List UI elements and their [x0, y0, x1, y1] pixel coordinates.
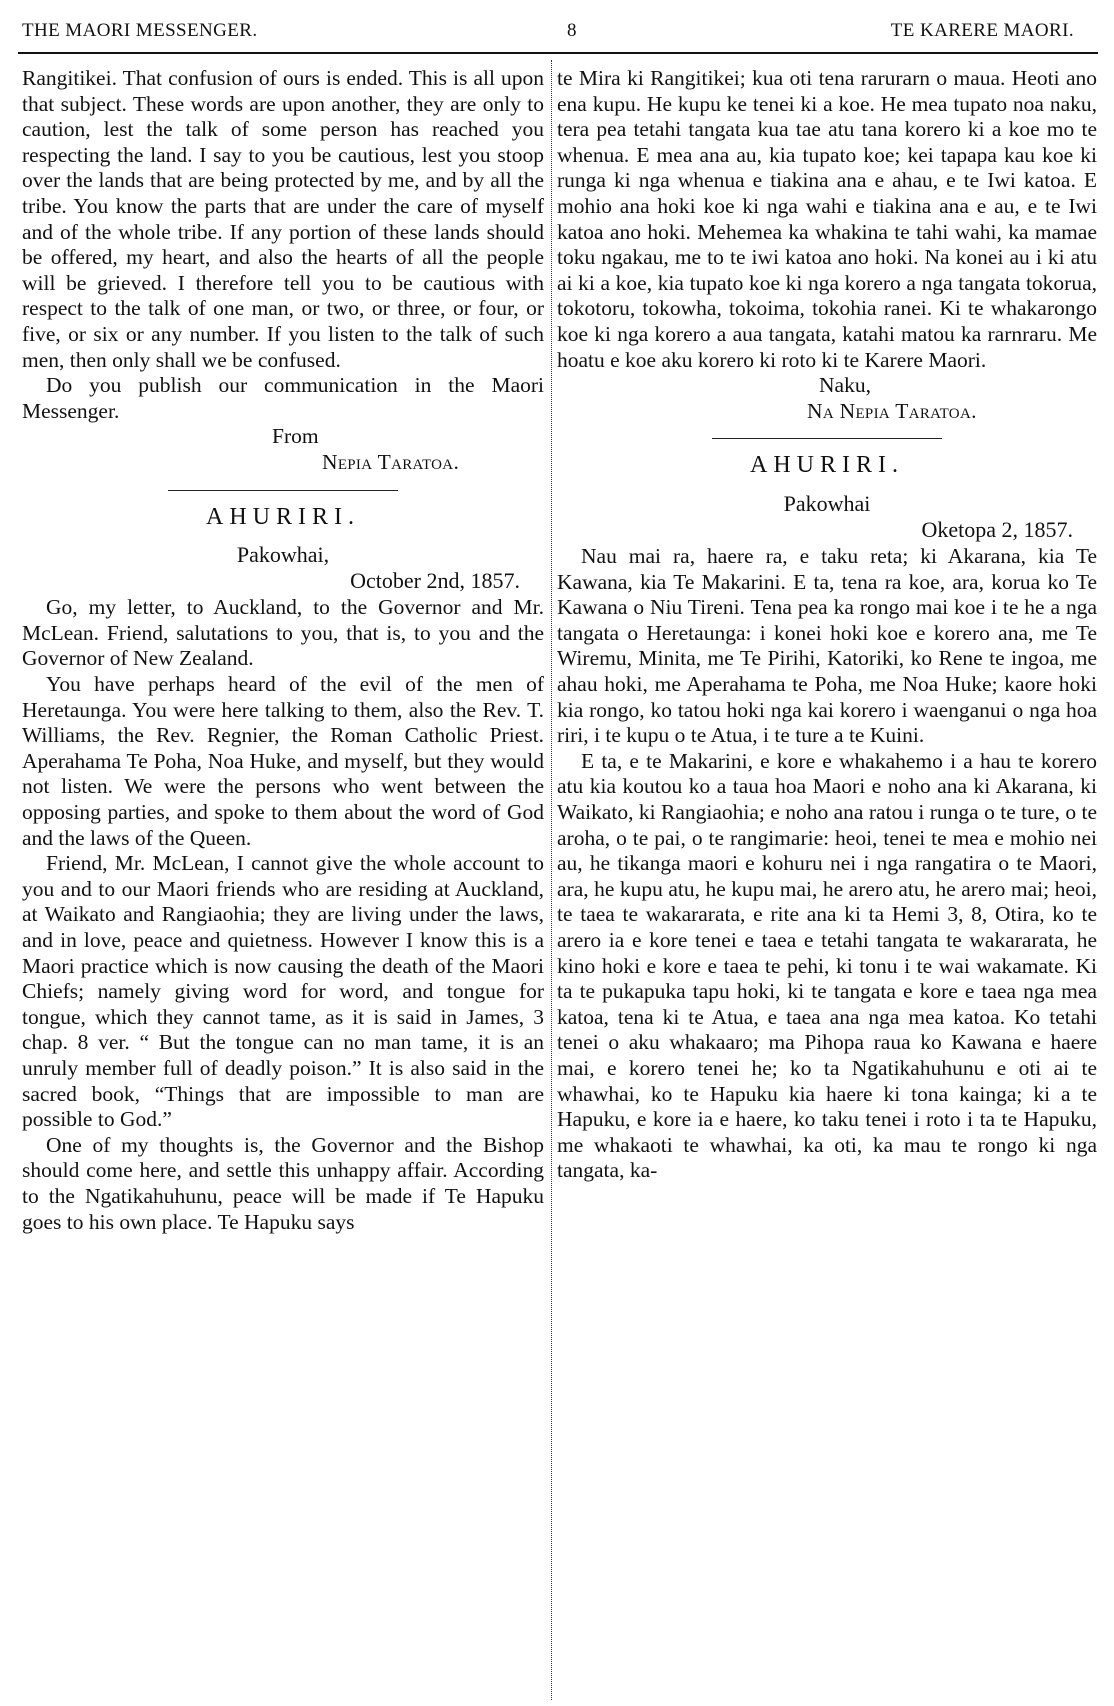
section-separator	[168, 490, 398, 491]
header-title-maori: TE KARERE MAORI.	[890, 20, 1074, 41]
maori-place: Pakowhai	[783, 490, 871, 516]
english-letter1-paragraph: Rangitikei. That confusion of ours is ended. This is all upon that subject. These words are upon another, they are only to caution, lest the talk of some person has reached you respecting the land. I say to you be cautious, lest you stoop over the lands that are being protected by me, and by all the tribe. You know the parts that are under the care of myself and of the whole tribe. If any portion of these lands should be offered, my heart, and also the hearts of all the people will be grieved. I therefore tell you to be cautious with respect to the talk of one man, or two, or three, or four, or five, or six or any number. If you listen to the talk of such men, then only shall we be confused.	[22, 66, 544, 372]
maori-letter2-paragraph: Nau mai ra, haere ra, e taku reta; ki Akarana, kia Te Kawana, kia Te Makarini. E ta, tena ra koe, ara, korua ko Te Kawana o Niu Tireni. Tena pea ka rongo mai koe i te he a nga tangata o Heretaunga: i konei hoki koe e korero ana, me Te Wiremu, Minita, me Te Pirihi, Katoriki, ko Rene te ingoa, me ahau hoki, me Aperahama te Poha, me Noa Huke; kaore hoki kia rongo, ko tatou hoki nga kai korero i waenganui o nga hoa riri, i te kupu o te Atua, i te ture a te Kuini.	[557, 544, 1097, 748]
header-title-english: THE MAORI MESSENGER.	[22, 20, 258, 41]
english-letter2-paragraph: You have perhaps heard of the evil of the men of Heretaunga. You were here talking to them, also the Rev. T. Williams, the Rev. Regnier, the Roman Catholic Priest. Aperahama Te Poha, Noa Huke, and myself, but they would not listen. We were the persons who went between the opposing parties, and spoke to them about the word of God and the laws of the Queen.	[22, 672, 544, 850]
page-number: 8	[567, 20, 577, 41]
column-divider	[551, 60, 552, 1700]
english-section-title: AHURIRI.	[206, 503, 360, 530]
english-place: Pakowhai,	[236, 542, 330, 568]
maori-letter1-paragraph: te Mira ki Rangitikei; kua oti tena rarurarn o maua. Heoti ano ena kupu. He kupu ke tenei ki a koe. He mea tupato noa naku, tera pea tetahi tangata kua tae atu tana korero ki a koe mo te whenua. E mea ana au, kia tupato koe; kei tapapa kau koe ki runga ki nga whenua e tiakina ana e ahau, e te Iwi katoa. E mohio ana hoki koe ki nga wahi e tiakina ana e au, e te Iwi katoa ano hoki. Mehemea ka whakina te tahi wahi, ka mamae toku ngakau, me to te iwi katoa ano hoki. Na konei au i ki atu ai ki a koe, kia tupato koe ki nga korero a nga tangata tokorua, tokotoru, tokowha, tokoima, tokohia ranei. Ki te whakarongo koe ki nga korero a aua tangata, katahi matou ka rarnraru. Me hoatu e koe aku korero ki roto ki te Karere Maori.	[557, 66, 1097, 372]
maori-letter1-from: Naku,	[819, 373, 871, 398]
maori-letter1-signature: Na Nepia Taratoa.	[807, 398, 977, 423]
running-header	[22, 14, 1092, 48]
english-letter2-paragraph: One of my thoughts is, the Governor and the Bishop should come here, and settle this unhappy affair. According to the Ngatikahuhunu, peace will be made if Te Hapuku goes to his own place. Te Hapuku says	[22, 1132, 544, 1234]
maori-letter2-paragraph: E ta, e te Makarini, e kore e whakahemo i a hau te korero atu kia koutou ko a taua hoa Maori e noho ana ki Akarana, ki Waikato, ki Rangiaohia; e noho ana ratou i runga o te ture, o te aroha, o te pai, o te rangimarie: heoi, tenei te mea e mohio nei au, he tikanga maori e kohuru nei i nga rangatira o te Maori, ara, he kupu atu, he kupu mai, he arero atu, he arero mai; heoi, te taea te wakararata, e rite ana ki ta Hemi 3, 8, Otira, ko te arero ia e kore tenei e taea e tetahi tangata te wakararata, he kino hoki e kore e taea te pehi, ki tonu i te wai wakamate. Ki ta te pukapuka tapu hoki, ki te tangata e kore e taea nga mea katoa, tena ki te Atua, e taea ana nga mea katoa. Ko tetahi tenei o aku whakaaro; ma Pihopa raua ko Kawana e haere mai, e korero tenei he; ko ta Ngatikahuhunu e oti ai te whawhai, ko te Hapuku kia haere ki tona kainga; ki a te Hapuku, e kore ia e haere, ko taku tenei i roto i ta te Hapuku, me whakaoti te whawhai, ka oti, ka mau te rongo ki nga tangata, ka-	[557, 748, 1097, 1183]
maori-section-title: AHURIRI.	[750, 452, 904, 479]
english-column	[22, 66, 544, 1698]
maori-date: Oketopa 2, 1857.	[921, 516, 1073, 542]
english-letter2-paragraph: Go, my letter, to Auckland, to the Governor and Mr. McLean. Friend, salutations to you, that is, to you and the Governor of New Zealand.	[22, 595, 544, 671]
header-rule	[18, 52, 1098, 54]
english-letter1-from: From	[272, 424, 319, 449]
english-letter1-signature: Nepia Taratoa.	[322, 449, 460, 474]
english-letter2-paragraph: Friend, Mr. McLean, I cannot give the whole account to you and to our Maori friends who are residing at Auckland, at Waikato and Rangiaohia; they are living under the laws, and in love, peace and quietness. However I know this is a Maori practice which is now causing the death of the Maori Chiefs; namely giving word for word, and tongue for tongue, which they cannot tame, as it is said in James, 3 chap. 8 ver. “ But the tongue can no man tame, it is an unruly member full of deadly poison.” It is also said in the sacred book, “Things that are impossible to man are possible to God.”	[22, 851, 544, 1132]
section-separator	[712, 438, 942, 439]
maori-column	[557, 66, 1097, 1698]
english-date: October 2nd, 1857.	[350, 567, 520, 593]
english-letter1-paragraph: Do you publish our communication in the Maori Messenger.	[22, 373, 544, 423]
